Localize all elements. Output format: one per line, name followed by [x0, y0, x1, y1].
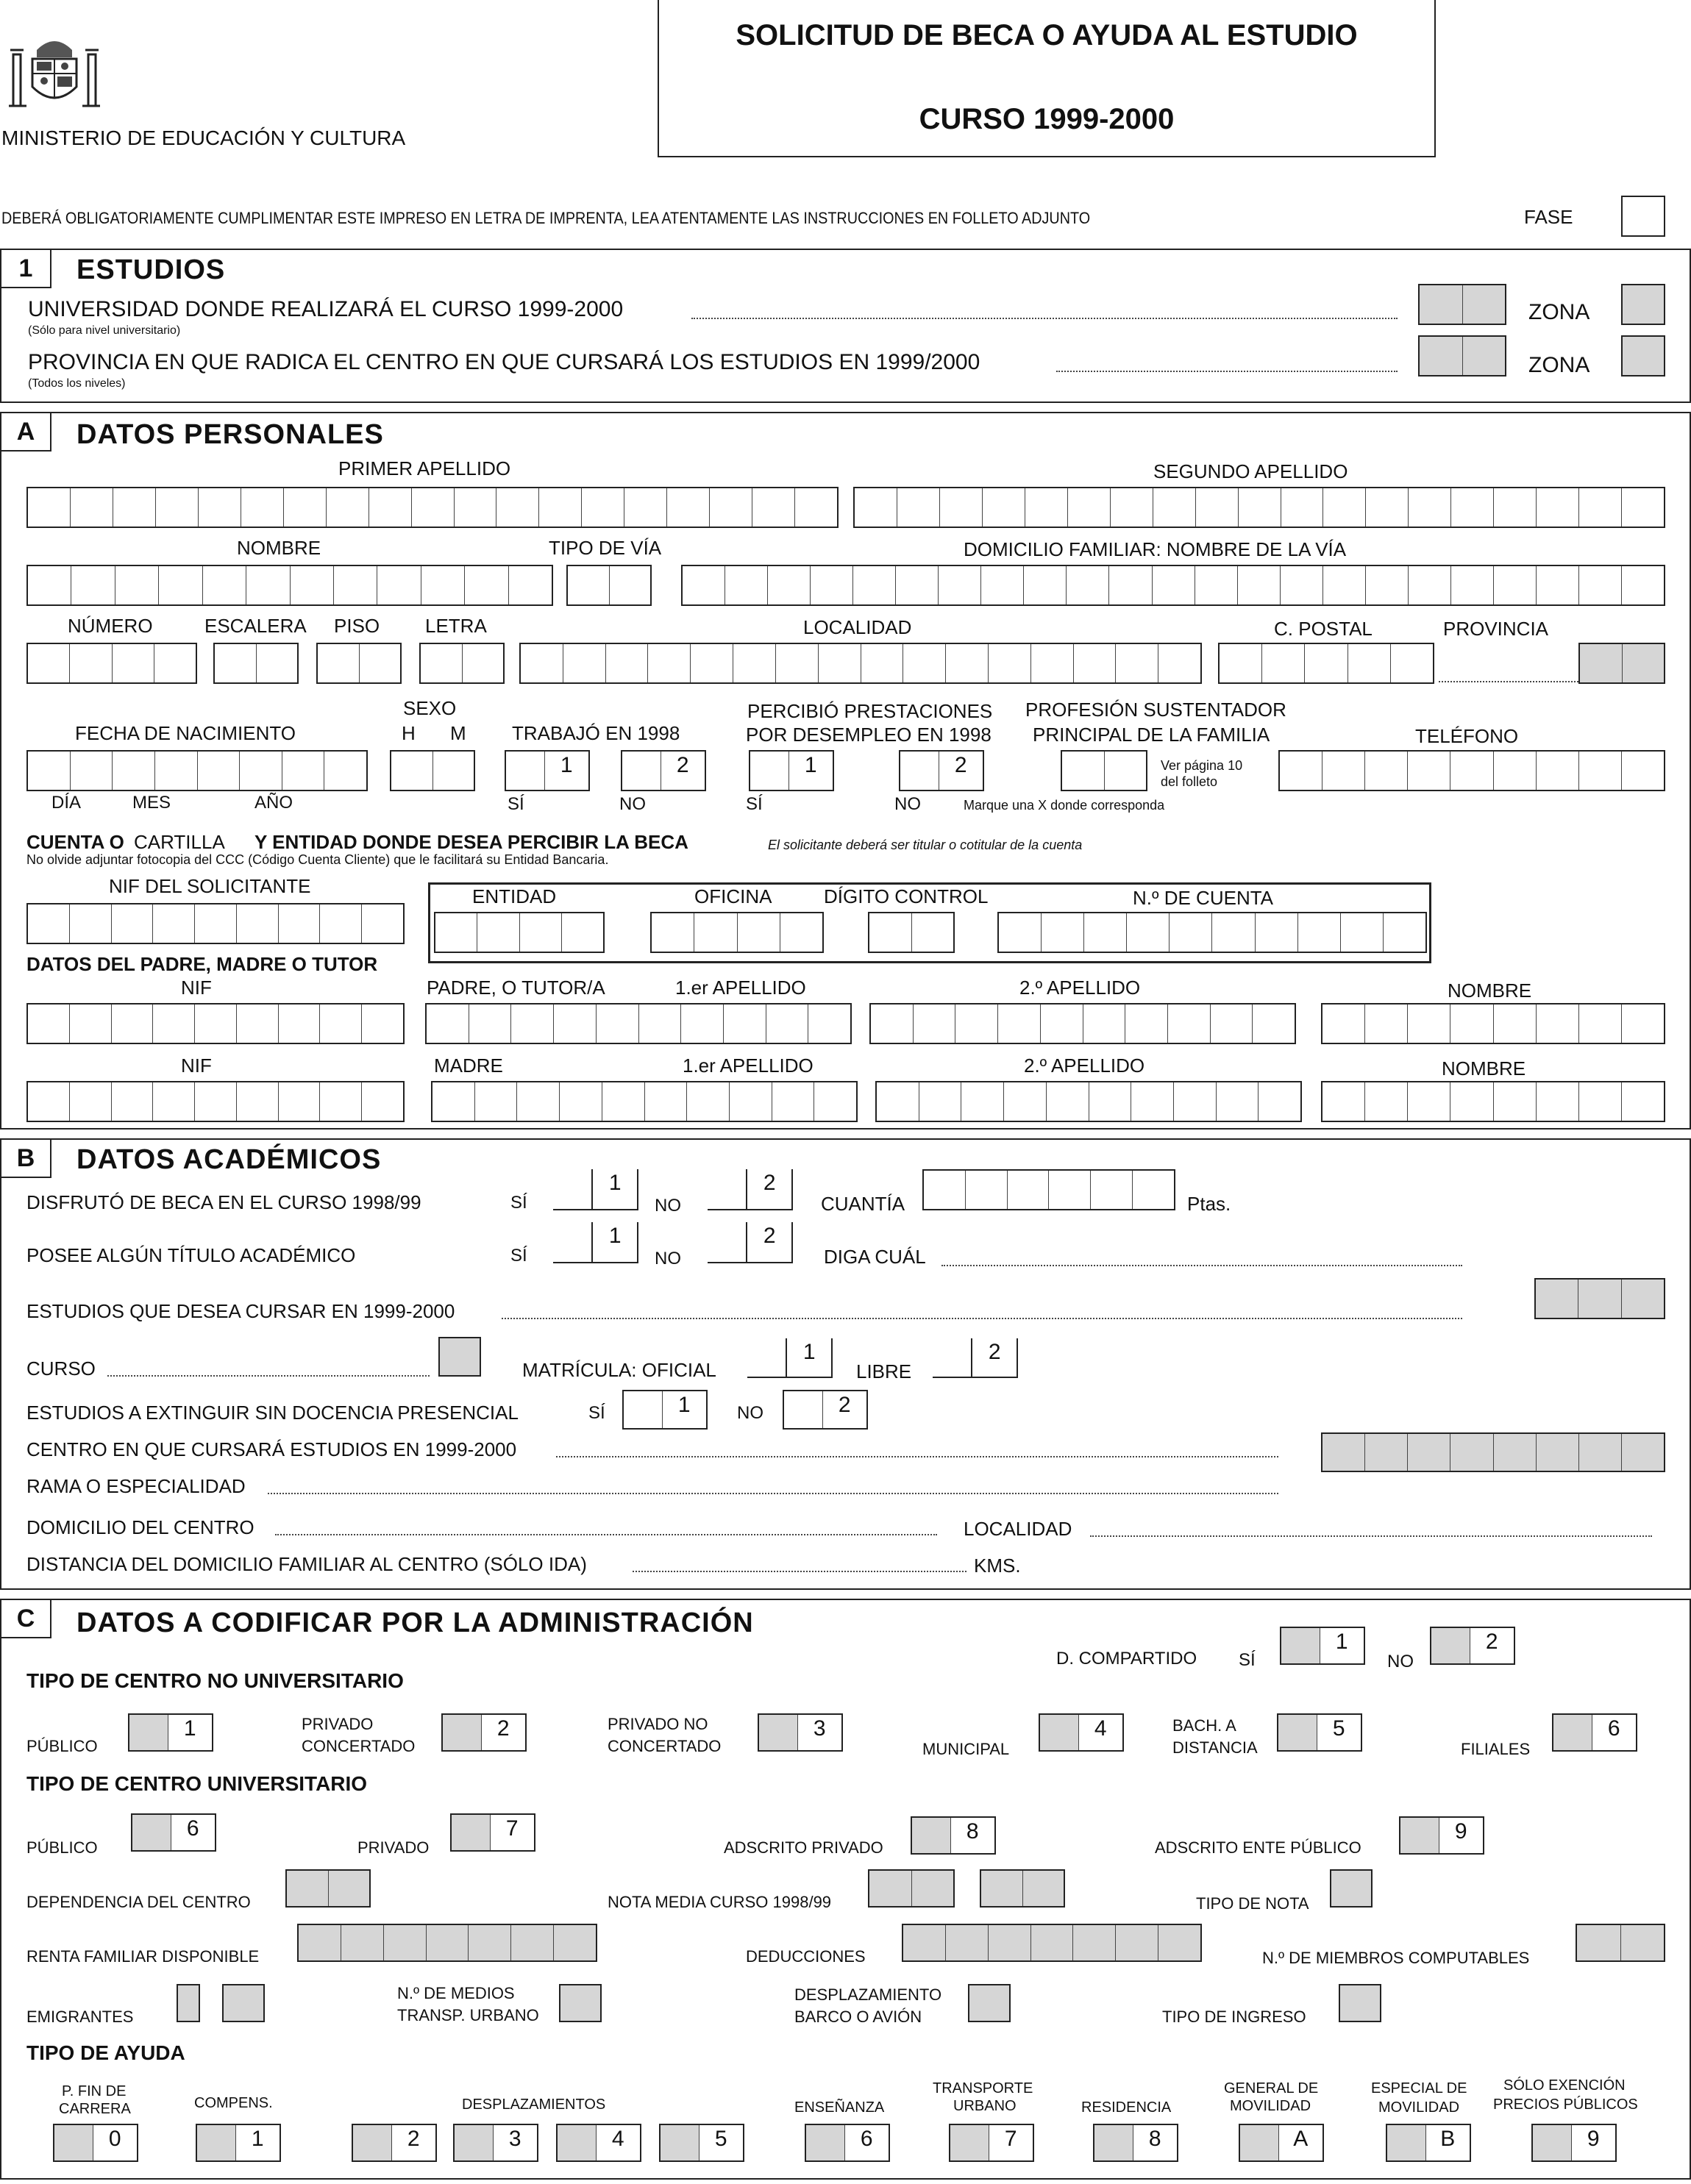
posee-no-box[interactable]: 2 — [708, 1222, 793, 1263]
letra-label: LETRA — [425, 615, 487, 637]
miembros-field[interactable] — [1576, 1924, 1665, 1962]
numero-cuenta-label: N.º DE CUENTA — [1133, 887, 1274, 909]
madre-nombre-label: NOMBRE — [1442, 1057, 1526, 1079]
curso-label: CURSO — [26, 1357, 96, 1380]
section-estudios — [0, 249, 1691, 403]
nu-label-4b: MUNICIPAL — [922, 1740, 1010, 1758]
escalera-field[interactable] — [213, 643, 299, 684]
nu-label-3b: CONCERTADO — [608, 1737, 722, 1755]
trabajo-label: TRABAJÓ EN 1998 — [512, 722, 680, 744]
cuenta-title-2: CARTILLA — [134, 831, 225, 853]
oficina-field[interactable] — [650, 912, 824, 953]
percibio-si-label: SÍ — [746, 794, 763, 814]
zona-field-1[interactable] — [1621, 284, 1665, 325]
ayuda-box-0[interactable]: 0 — [53, 2124, 138, 2162]
cuantia-field[interactable] — [922, 1169, 1175, 1210]
fecha-nac-label: FECHA DE NACIMIENTO — [75, 722, 296, 744]
padre-nif-field[interactable] — [26, 1003, 405, 1044]
provincia-centro-label: PROVINCIA EN QUE RADICA EL CENTRO EN QUE CURSARÁ LOS ESTUDIOS EN 1999/2000 — [28, 350, 980, 374]
dcompartido-no-box[interactable]: 2 — [1430, 1627, 1515, 1665]
ministry-name: MINISTERIO DE EDUCACIÓN Y CULTURA — [1, 126, 406, 149]
cuantia-label: CUANTÍA — [821, 1193, 905, 1215]
nombre-field[interactable] — [26, 565, 553, 606]
u-label-2: PRIVADO — [357, 1838, 430, 1857]
madre-label: MADRE — [434, 1054, 503, 1077]
ayuda-solo-label-2: PRECIOS PÚBLICOS — [1493, 2096, 1638, 2113]
padre-ap2-label: 2.º APELLIDO — [1019, 977, 1141, 999]
padre-ap2-field[interactable] — [869, 1003, 1296, 1044]
primer-apellido-label: PRIMER APELLIDO — [338, 457, 511, 479]
dcompartido-si-box[interactable]: 1 — [1280, 1627, 1365, 1665]
fecha-nacimiento-field[interactable] — [26, 750, 368, 791]
dcompartido-si-label: SÍ — [1239, 1650, 1256, 1670]
sexo-h-label: H — [402, 722, 416, 744]
nu-municipal-box[interactable]: 4 — [1039, 1713, 1124, 1752]
ayuda-box-a[interactable]: A — [1239, 2124, 1324, 2162]
madre-nombre-field[interactable] — [1321, 1081, 1665, 1122]
zona-field-2[interactable] — [1621, 335, 1665, 377]
percibio-no-label: NO — [894, 794, 921, 814]
provincia-label: PROVINCIA — [1443, 618, 1549, 640]
nu-bach-distancia-box[interactable]: 5 — [1277, 1713, 1362, 1752]
extinguir-si-label: SÍ — [588, 1403, 605, 1423]
medios-field[interactable] — [559, 1984, 602, 2022]
madre-ap2-field[interactable] — [875, 1081, 1302, 1122]
renta-label: RENTA FAMILIAR DISPONIBLE — [26, 1947, 260, 1966]
percibio-label-1: PERCIBIÓ PRESTACIONES — [747, 700, 993, 722]
dcompartido-no-label: NO — [1387, 1652, 1414, 1671]
ayuda-box-2[interactable]: 2 — [352, 2124, 437, 2162]
nif-solicitante-field[interactable] — [26, 903, 405, 944]
trabajo-no-label: NO — [619, 794, 646, 814]
numero-field[interactable] — [26, 643, 197, 684]
ayuda-box-8[interactable]: 8 — [1093, 2124, 1178, 2162]
madre-nif-field[interactable] — [26, 1081, 405, 1122]
posee-si-label: SÍ — [510, 1246, 527, 1266]
estudios-label: ESTUDIOS QUE DESEA CURSAR EN 1999-2000 — [26, 1300, 455, 1322]
sexo-label: SEXO — [403, 697, 457, 719]
domicilio-centro-dots — [275, 1534, 937, 1535]
escalera-label: ESCALERA — [204, 615, 307, 637]
ayuda-ensenanza-label: ENSEÑANZA — [794, 2099, 885, 2116]
posee-si-box[interactable]: 1 — [553, 1222, 638, 1263]
domicilio-field[interactable] — [681, 565, 1665, 606]
u-label-4: ADSCRITO ENTE PÚBLICO — [1155, 1838, 1361, 1857]
numero-cuenta-field[interactable] — [997, 912, 1427, 953]
madre-ap1-field[interactable] — [431, 1081, 858, 1122]
section-a-title: DATOS PERSONALES — [76, 419, 384, 450]
nombre-label: NOMBRE — [237, 537, 321, 559]
tipo-nota-field[interactable] — [1330, 1869, 1373, 1908]
ptas-label: Ptas. — [1187, 1193, 1231, 1215]
title-box — [658, 0, 1436, 157]
extinguir-si-box[interactable]: 1 — [622, 1390, 708, 1430]
centro-label: CENTRO EN QUE CURSARÁ ESTUDIOS EN 1999-2000 — [26, 1438, 517, 1460]
localidad-field[interactable] — [519, 643, 1202, 684]
disfruto-si-box[interactable]: 1 — [553, 1169, 638, 1210]
profesion-label-1: PROFESIÓN SUSTENTADOR — [1025, 699, 1286, 721]
profesion-field[interactable] — [1061, 750, 1147, 791]
u-label-3: ADSCRITO PRIVADO — [724, 1838, 883, 1857]
miembros-label: N.º DE MIEMBROS COMPUTABLES — [1262, 1949, 1530, 1967]
kms-label: KMS. — [974, 1555, 1021, 1577]
ayuda-compens-label: COMPENS. — [194, 2095, 273, 2111]
section-b-letter: B — [0, 1138, 51, 1178]
digito-control-field[interactable] — [868, 912, 955, 953]
ayuda-box-9[interactable]: 9 — [1531, 2124, 1617, 2162]
rama-label: RAMA O ESPECIALIDAD — [26, 1475, 246, 1497]
disfruto-si-label: SÍ — [510, 1193, 527, 1213]
tipo-ingreso-label: TIPO DE INGRESO — [1162, 2008, 1306, 2026]
cpostal-field[interactable] — [1218, 643, 1434, 684]
percibio-no-box[interactable]: 2 — [899, 750, 984, 791]
madre-ap2-label: 2.º APELLIDO — [1024, 1054, 1145, 1077]
ayuda-residencia-label: RESIDENCIA — [1081, 2099, 1172, 2116]
piso-field[interactable] — [316, 643, 402, 684]
dia-label: DÍA — [51, 793, 82, 813]
ayuda-box-b[interactable]: B — [1386, 2124, 1471, 2162]
tipo-ingreso-field[interactable] — [1339, 1984, 1381, 2022]
ayuda-transp-label-1: TRANSPORTE — [933, 2080, 1033, 2096]
ver-pagina-note-1: Ver página 10 — [1161, 758, 1243, 773]
universidad-label: UNIVERSIDAD DONDE REALIZARÁ EL CURSO 1999-2000 — [28, 297, 624, 321]
disfruto-no-box[interactable]: 2 — [708, 1169, 793, 1210]
cpostal-label: C. POSTAL — [1274, 618, 1373, 640]
segundo-apellido-label: SEGUNDO APELLIDO — [1153, 460, 1348, 482]
distancia-dots — [633, 1571, 966, 1572]
padre-nombre-label: NOMBRE — [1448, 979, 1532, 1002]
ayuda-general-label-1: GENERAL DE — [1224, 2080, 1319, 2096]
curso-dots — [107, 1375, 430, 1377]
padre-ap1-field[interactable] — [425, 1003, 852, 1044]
ayuda-general-label-2: MOVILIDAD — [1230, 2098, 1311, 2114]
zona-label-2: ZONA — [1528, 353, 1590, 377]
profesion-label-2: PRINCIPAL DE LA FAMILIA — [1033, 724, 1270, 746]
cuenta-note-2: No olvide adjuntar fotocopia del CCC (Código Cuenta Cliente) que le facilitará su Entidad Bancaria. — [26, 852, 609, 867]
deducciones-label: DEDUCCIONES — [746, 1947, 866, 1966]
domicilio-label: DOMICILIO FAMILIAR: NOMBRE DE LA VÍA — [964, 538, 1347, 560]
nota-media-field-2[interactable] — [980, 1869, 1065, 1908]
ayuda-especial-label-2: MOVILIDAD — [1378, 2099, 1460, 2116]
ayuda-desplaz-label: DESPLAZAMIENTOS — [462, 2096, 606, 2113]
ayuda-transp-label-2: URBANO — [953, 2098, 1017, 2114]
ayuda-box-4[interactable]: 4 — [556, 2124, 641, 2162]
datos-padre-title: DATOS DEL PADRE, MADRE O TUTOR — [26, 953, 378, 975]
domicilio-centro-label: DOMICILIO DEL CENTRO — [26, 1516, 254, 1538]
nu-label-5b: DISTANCIA — [1172, 1738, 1258, 1757]
posee-label: POSEE ALGÚN TÍTULO ACADÉMICO — [26, 1244, 356, 1266]
fase-label: FASE — [1524, 206, 1573, 228]
mes-label: MES — [132, 793, 171, 813]
digito-control-label: DÍGITO CONTROL — [824, 885, 989, 907]
section-c-title: DATOS A CODIFICAR POR LA ADMINISTRACIÓN — [76, 1607, 754, 1638]
localidad-centro-label: LOCALIDAD — [964, 1518, 1072, 1540]
sexo-m-label: M — [450, 722, 466, 744]
fase-field[interactable] — [1621, 196, 1665, 237]
nu-label-2a: PRIVADO — [302, 1715, 374, 1733]
desplaz-field[interactable] — [968, 1984, 1011, 2022]
nu-label-3a: PRIVADO NO — [608, 1715, 708, 1733]
centro-code-field[interactable] — [1321, 1432, 1665, 1472]
ayuda-pfin-label-2: CARRERA — [59, 2101, 131, 2117]
deducciones-field[interactable] — [902, 1924, 1202, 1962]
anio-label: AÑO — [254, 793, 293, 813]
ayuda-solo-label-1: SÓLO EXENCIÓN — [1503, 2077, 1626, 2094]
nu-label-1b: PÚBLICO — [26, 1737, 98, 1755]
provincia-dots-a — [1439, 681, 1578, 682]
tipo-no-univ-title: TIPO DE CENTRO NO UNIVERSITARIO — [26, 1669, 404, 1692]
telefono-label: TELÉFONO — [1415, 725, 1519, 747]
u-label-1: PÚBLICO — [26, 1838, 98, 1857]
sexo-field[interactable] — [390, 750, 475, 791]
percibio-si-box[interactable]: 1 — [749, 750, 834, 791]
trabajo-si-box[interactable]: 1 — [505, 750, 590, 791]
u-privado-box[interactable]: 7 — [450, 1813, 535, 1852]
disfruto-no-label: NO — [655, 1196, 681, 1216]
ver-pagina-note-2: del folleto — [1161, 774, 1218, 789]
emigrantes-field-2[interactable] — [222, 1984, 265, 2022]
section-1-title: ESTUDIOS — [76, 254, 226, 285]
matricula-oficial-box[interactable]: 1 — [747, 1338, 833, 1378]
universidad-code-field[interactable] — [1418, 284, 1506, 325]
medios-label-2: TRANSP. URBANO — [397, 2006, 539, 2024]
section-1-number: 1 — [0, 249, 51, 288]
zona-label-1: ZONA — [1528, 300, 1590, 324]
tipo-ayuda-title: TIPO DE AYUDA — [26, 2041, 185, 2064]
nu-label-2b: CONCERTADO — [302, 1737, 416, 1755]
coat-of-arms-icon — [7, 28, 102, 116]
disfruto-label: DISFRUTÓ DE BECA EN EL CURSO 1998/99 — [26, 1191, 421, 1213]
matricula-libre-box[interactable]: 2 — [933, 1338, 1018, 1378]
distancia-label: DISTANCIA DEL DOMICILIO FAMILIAR AL CENTRO (SÓLO IDA) — [26, 1553, 587, 1575]
ayuda-pfin-label-1: P. FIN DE — [62, 2083, 127, 2099]
curso-field[interactable] — [438, 1337, 481, 1377]
cuenta-note: El solicitante deberá ser titular o cotitular de la cuenta — [768, 838, 1083, 852]
matricula-label: MATRÍCULA: OFICIAL — [522, 1359, 716, 1381]
dependencia-field[interactable] — [285, 1869, 371, 1908]
localidad-label: LOCALIDAD — [803, 616, 912, 638]
course-title: CURSO 1999-2000 — [919, 103, 1175, 135]
padre-nombre-field[interactable] — [1321, 1003, 1665, 1044]
cuenta-title-3: Y ENTIDAD DONDE DESEA PERCIBIR LA BECA — [254, 831, 688, 853]
trabajo-no-box[interactable]: 2 — [621, 750, 706, 791]
nu-publico-box[interactable]: 1 — [128, 1713, 213, 1752]
nota-media-field-1[interactable] — [868, 1869, 955, 1908]
universidad-dots — [691, 318, 1398, 319]
posee-no-label: NO — [655, 1249, 681, 1268]
medios-label-1: N.º DE MEDIOS — [397, 1984, 515, 2002]
estudios-code-field[interactable] — [1534, 1278, 1665, 1319]
provincia-centro-note: (Todos los niveles) — [28, 377, 126, 390]
estudios-dots — [502, 1318, 1462, 1319]
padre-nif-label: NIF — [181, 977, 212, 999]
telefono-field[interactable] — [1278, 750, 1665, 791]
ayuda-box-7[interactable]: 7 — [949, 2124, 1034, 2162]
piso-label: PISO — [334, 615, 380, 637]
ayuda-box-6[interactable]: 6 — [805, 2124, 890, 2162]
entidad-label: ENTIDAD — [472, 885, 557, 907]
dependencia-label: DEPENDENCIA DEL CENTRO — [26, 1893, 251, 1911]
dcompartido-label: D. COMPARTIDO — [1056, 1649, 1197, 1669]
madre-nif-label: NIF — [181, 1054, 212, 1077]
u-adscrito-ente-publico-box[interactable]: 9 — [1399, 1816, 1484, 1855]
nu-privado-no-concertado-box[interactable]: 3 — [758, 1713, 843, 1752]
numero-label: NÚMERO — [68, 615, 153, 637]
cuenta-title-1: CUENTA O — [26, 831, 124, 853]
tipo-nota-label: TIPO DE NOTA — [1196, 1894, 1309, 1913]
entidad-field[interactable] — [434, 912, 605, 953]
extinguir-label: ESTUDIOS A EXTINGUIR SIN DOCENCIA PRESENCIAL — [26, 1402, 519, 1424]
instruction-text: DEBERÁ OBLIGATORIAMENTE CUMPLIMENTAR ESTE IMPRESO EN LETRA DE IMPRENTA, LEA ATENTAMENTE LAS INSTRUCCIONES EN FOLLETO ADJUNTO — [1, 209, 1091, 227]
madre-ap1-label: 1.er APELLIDO — [683, 1054, 814, 1077]
centro-dots — [556, 1456, 1278, 1457]
section-a-letter: A — [0, 412, 51, 452]
tipo-via-field[interactable] — [566, 565, 652, 606]
nu-label-6b: FILIALES — [1461, 1740, 1531, 1758]
primer-apellido-field[interactable] — [26, 487, 839, 528]
nu-privado-concertado-box[interactable]: 2 — [441, 1713, 527, 1752]
nu-filiales-box[interactable]: 6 — [1552, 1713, 1637, 1752]
ayuda-especial-label-1: ESPECIAL DE — [1371, 2080, 1467, 2096]
provincia-field[interactable] — [1578, 643, 1665, 684]
nu-label-5a: BACH. A — [1172, 1716, 1236, 1735]
section-c-letter: C — [0, 1599, 51, 1638]
rama-dots — [268, 1493, 1278, 1494]
padre-ap1-label: 1.er APELLIDO — [675, 977, 806, 999]
ayuda-box-5[interactable]: 5 — [659, 2124, 744, 2162]
marque-note: Marque una X donde corresponda — [964, 798, 1165, 813]
tipo-via-label: TIPO DE VÍA — [549, 537, 662, 559]
letra-field[interactable] — [419, 643, 505, 684]
provincia-code-field[interactable] — [1418, 335, 1506, 377]
desplaz-label-2: BARCO O AVIÓN — [794, 2008, 922, 2026]
libre-label: LIBRE — [856, 1360, 912, 1382]
nota-media-label: NOTA MEDIA CURSO 1998/99 — [608, 1893, 832, 1911]
universidad-note: (Sólo para nivel universitario) — [28, 324, 181, 337]
u-adscrito-privado-box[interactable]: 8 — [911, 1816, 996, 1855]
trabajo-si-label: SÍ — [508, 794, 524, 814]
emigrantes-field-1[interactable] — [177, 1984, 200, 2022]
ayuda-box-3[interactable]: 3 — [453, 2124, 538, 2162]
ayuda-box-1[interactable]: 1 — [196, 2124, 281, 2162]
padre-label: PADRE, O TUTOR/A — [427, 977, 605, 999]
extinguir-no-label: NO — [737, 1403, 763, 1423]
form-title: SOLICITUD DE BECA O AYUDA AL ESTUDIO — [736, 19, 1358, 51]
nif-solicitante-label: NIF DEL SOLICITANTE — [109, 875, 311, 897]
extinguir-no-box[interactable]: 2 — [783, 1390, 868, 1430]
percibio-label-2: POR DESEMPLEO EN 1998 — [746, 724, 992, 746]
diga-dots — [941, 1265, 1462, 1266]
u-publico-box[interactable]: 6 — [131, 1813, 216, 1852]
segundo-apellido-field[interactable] — [853, 487, 1665, 528]
emigrantes-label: EMIGRANTES — [26, 2008, 134, 2026]
desplaz-label-1: DESPLAZAMIENTO — [794, 1985, 942, 2004]
section-b-title: DATOS ACADÉMICOS — [76, 1144, 382, 1175]
provincia-dots — [1056, 371, 1398, 372]
renta-field[interactable] — [297, 1924, 597, 1962]
diga-label: DIGA CUÁL — [824, 1246, 926, 1268]
tipo-univ-title: TIPO DE CENTRO UNIVERSITARIO — [26, 1772, 368, 1795]
localidad-centro-dots — [1090, 1535, 1652, 1537]
oficina-label: OFICINA — [694, 885, 772, 907]
